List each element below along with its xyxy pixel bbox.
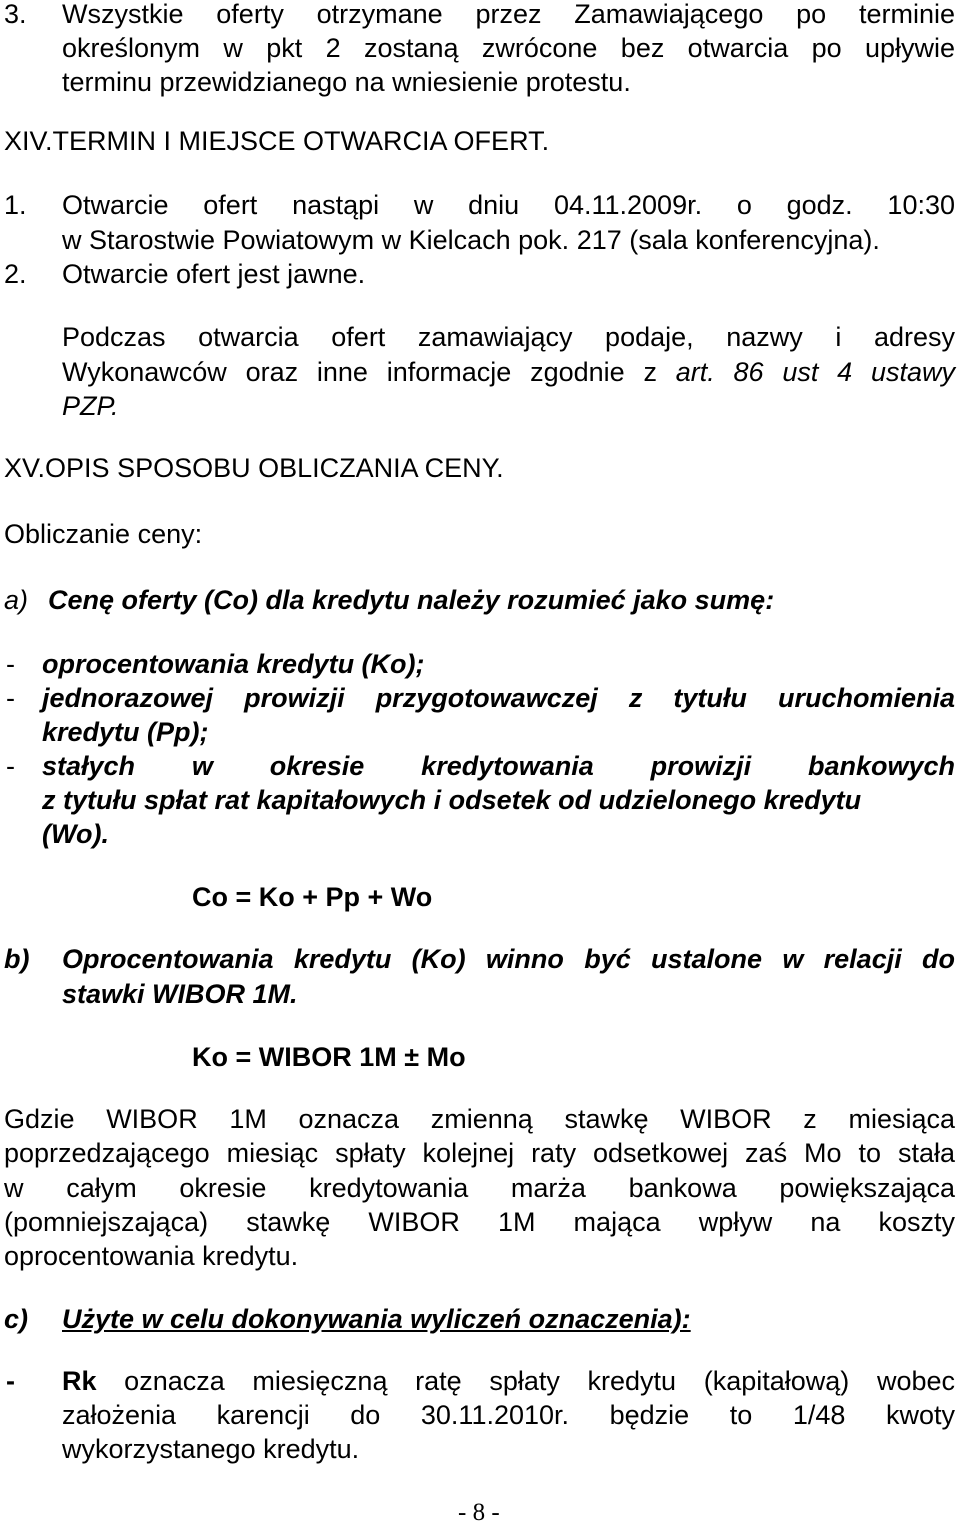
point-b-label: b) [4,944,30,974]
point-c-text: Użyte w celu dokonywania wyliczeń oznaczenia): [62,1304,691,1334]
bullet-fees-line-1: stałych w okresie kredytowania prowizji bankowych [42,751,955,781]
bullet-commission-line-2: kredytu (Pp); [42,717,209,747]
opening-info-line-2 [62,355,955,389]
bullet-dash-1: - [6,649,15,679]
bullet-dash-2: - [6,683,15,713]
formula-co: Co = Ko + Pp + Wo [192,882,433,912]
wibor-explanation-line-1: Gdzie WIBOR 1M oznacza zmienną stawkę WIBOR z miesiąca [4,1104,955,1134]
bullet-interest: oprocentowania kredytu (Ko); [42,649,425,679]
rk-line-2: założenia karencji do 30.11.2010r. będzie to 1/48 kwoty [62,1400,955,1430]
page-number: - 8 - [458,1499,500,1526]
point-a-text: Cenę oferty (Co) dla kredytu należy rozumieć jako sumę: [48,585,775,615]
item-1-line-1: Otwarcie ofert nastąpi w dniu 04.11.2009r. o godz. 10:30 [62,190,955,220]
opening-info-line-2-legal-ref: art. 86 ust 4 ustawy [675,357,955,387]
point-a-label: a) [4,585,29,615]
item-2-text: Otwarcie ofert jest jawne. [62,259,366,289]
wibor-explanation-line-4: (pomniejszająca) stawkę WIBOR 1M mająca wpływ na koszty [4,1207,955,1237]
opening-info-line-1: Podczas otwarcia ofert zamawiający podaje, nazwy i adresy [62,322,955,352]
wibor-explanation-line-3: w całym okresie kredytowania marża bankowa powiększająca [4,1173,955,1203]
section-xiv-heading: XIV.TERMIN I MIEJSCE OTWARCIA OFERT. [4,126,550,156]
section-xv-heading: XV.OPIS SPOSOBU OBLICZANIA CENY. [4,453,504,483]
opening-info-line-3-legal-ref: PZP. [62,391,119,421]
item-3-line-2: określonym w pkt 2 zostaną zwrócone bez otwarcia po upływie [62,33,955,63]
wibor-explanation-line-5: oprocentowania kredytu. [4,1241,299,1271]
item-1-number: 1. [4,190,27,220]
item-3-line-1: Wszystkie oferty otrzymane przez Zamawiającego po terminie [62,0,955,29]
point-b-line-2: stawki WIBOR 1M. [62,979,298,1009]
formula-ko: Ko = WIBOR 1M ± Mo [192,1042,466,1072]
rk-dash: - [6,1366,15,1396]
item-3-number: 3. [4,0,27,29]
bullet-commission-line-1: jednorazowej prowizji przygotowawczej z tytułu uruchomienia [42,683,955,713]
rk-line-3: wykorzystanego kredytu. [62,1434,360,1464]
rk-line-1-rest: oznacza miesięczną ratę spłaty kredytu (kapitałową) wobec [96,1366,955,1396]
opening-info-line-2-plain: Wykonawców oraz inne informacje zgodnie z [62,357,676,387]
item-3-line-3: terminu przewidzianego na wniesienie protestu. [62,67,631,97]
bullet-fees-line-3: (Wo). [42,819,109,849]
item-2-number: 2. [4,259,27,289]
point-c-label: c) [4,1304,29,1334]
wibor-explanation-line-2: poprzedzającego miesiąc spłaty kolejnej raty odsetkowej zaś Mo to stała [4,1138,955,1168]
point-b-line-1: Oprocentowania kredytu (Ko) winno być ustalone w relacji do [62,944,955,974]
bullet-fees-line-2: z tytułu spłat rat kapitałowych i odsetek od udzielonego kredytu [42,785,862,815]
rk-term: Rk [62,1366,97,1396]
rk-line-1 [62,1364,955,1398]
price-calculation-label: Obliczanie ceny: [4,519,203,549]
bullet-dash-3: - [6,751,15,781]
item-1-line-2: w Starostwie Powiatowym w Kielcach pok. 217 (sala konferencyjna). [62,225,880,255]
